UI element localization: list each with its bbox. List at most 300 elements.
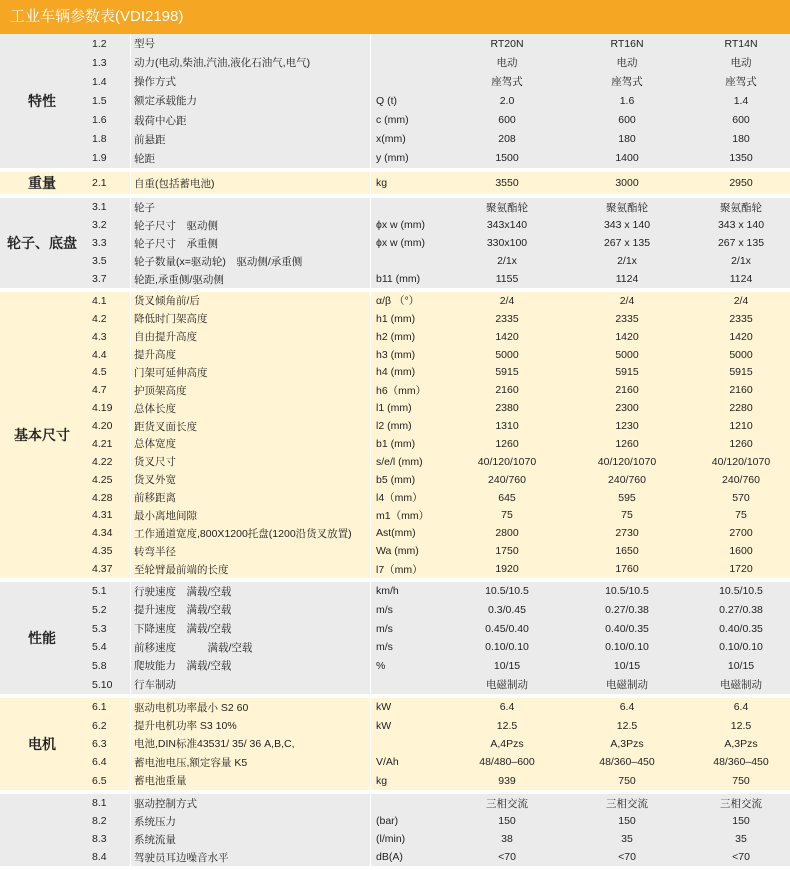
column-divider [370,172,371,194]
value-rt14n: 0.27/0.38 [719,603,763,616]
value-rt14n: 2160 [729,384,753,397]
section-category-label: 特性 [0,34,84,168]
value-rt20n: 38 [501,833,513,845]
value-rt16n: 5915 [615,366,639,379]
table-row [84,435,790,453]
row-number: 4.34 [92,527,113,540]
row-unit: h4 (mm) [376,366,416,379]
value-rt16n: 750 [618,774,636,787]
row-number: 4.5 [92,366,107,379]
value-rt16n: 1420 [615,330,639,343]
column-divider [370,292,371,578]
row-label: 蓄电池重量 [134,775,187,788]
value-rt16n: 2/4 [619,294,635,307]
row-number: 5.4 [92,641,107,654]
value-rt20n: 2160 [495,384,519,397]
table-row [84,417,790,435]
value-rt14n: 座驾式 [725,76,757,89]
section-rows [84,292,790,578]
value-rt20n: 10.5/10.5 [485,585,529,598]
value-rt14n: 1210 [729,420,753,433]
table-row [84,471,790,489]
value-rt16n: 2160 [615,384,639,397]
section-rows [84,698,790,790]
row-unit: b11 (mm) [376,273,421,285]
row-number: 3.7 [92,273,107,285]
value-rt14n: 2280 [729,402,753,415]
value-rt16n: 0.27/0.38 [605,603,649,616]
value-rt20n: 电动 [496,57,518,70]
row-label: 蓄电池电压,额定容量 K5 [134,756,248,769]
table-row [84,753,790,771]
value-rt20n: 0.3/0.45 [488,603,526,616]
row-unit: b5 (mm) [376,473,416,486]
row-label: 前移速度 满载/空载 [134,641,253,654]
value-rt14n: 570 [732,491,750,504]
value-rt14n: 0.10/0.10 [719,641,763,654]
row-number: 2.1 [92,177,107,189]
value-rt16n: 3000 [615,177,639,189]
row-number: 1.3 [92,56,107,69]
value-rt16n: 5000 [615,348,639,361]
value-rt16n: 1260 [615,437,639,450]
table-row [84,657,790,676]
row-number: 5.10 [92,678,113,691]
row-label: 驱动电机功率最小 S2 60 [134,701,249,714]
table-row [84,772,790,790]
value-rt16n: 电动 [616,57,638,70]
row-label: 转弯半径 [134,545,176,558]
row-number: 4.19 [92,402,113,415]
row-number: 4.1 [92,294,107,307]
table-row [84,364,790,382]
value-rt20n: 2800 [495,527,519,540]
row-number: 5.2 [92,603,107,616]
value-rt14n: 1350 [729,152,753,165]
value-rt20n: 330x100 [486,237,528,249]
column-divider [130,698,131,790]
value-rt14n: 5000 [729,348,753,361]
value-rt14n: 1720 [729,563,753,576]
row-unit: h1 (mm) [376,312,416,325]
table-row [84,130,790,149]
row-unit: dB(A) [376,851,403,863]
column-divider [130,292,131,578]
value-rt16n: 2/1x [617,255,637,267]
value-rt14n: 三相交流 [720,797,762,810]
value-rt16n: 6.4 [619,701,635,714]
table-row [84,328,790,346]
table-row [84,310,790,328]
row-label: 货叉倾角前/后 [134,295,200,308]
row-number: 4.21 [92,437,113,450]
value-rt14n: 2/1x [731,255,751,267]
section-7 [0,794,790,870]
row-label: 前悬距 [134,133,166,146]
value-rt14n: A,3Pzs [724,737,758,750]
row-unit: % [376,659,386,672]
row-number: 4.3 [92,330,107,343]
table-row [84,453,790,471]
row-unit: y (mm) [376,152,409,165]
value-rt16n: 三相交流 [606,797,648,810]
table-row [84,507,790,525]
row-label: 行车制动 [134,679,176,692]
table-row [84,234,790,252]
table-row [84,716,790,734]
section-1 [0,34,790,172]
value-rt16n: 35 [621,833,633,845]
row-number: 6.5 [92,774,107,787]
table-row [84,149,790,168]
row-number: 8.4 [92,851,107,863]
row-label: 总体宽度 [134,438,176,451]
value-rt14n: 电磁制动 [720,679,762,692]
value-rt20n: 48/480–600 [479,756,535,769]
value-rt20n: 座驾式 [491,76,523,89]
row-label: 电池,DIN标准43531/ 35/ 36 A,B,C, [134,738,295,751]
value-rt16n: 267 x 135 [603,237,651,249]
row-number: 1.4 [92,75,107,88]
value-rt20n: 2335 [495,312,519,325]
table-row [84,53,790,72]
row-label: 系统流量 [134,833,176,846]
value-rt20n: 1920 [495,563,519,576]
row-unit: l4（mm） [376,492,423,505]
value-rt14n: 48/360–450 [713,756,769,769]
table-row [84,698,790,716]
value-rt14n: 750 [732,774,750,787]
row-number: 4.28 [92,491,113,504]
value-rt20n: 2/4 [499,294,515,307]
column-divider [130,198,131,288]
table-row [84,111,790,130]
value-rt16n: 1400 [615,152,639,165]
row-unit: kW [376,719,392,732]
row-number: 3.1 [92,201,107,213]
row-number: 4.37 [92,563,113,576]
table-row [84,542,790,560]
row-unit: km/h [376,585,399,598]
row-label: 轮子尺寸 承重侧 [134,237,218,250]
value-rt20n: 240/760 [488,473,526,486]
row-label: 轮子 [134,201,155,214]
value-rt16n: 343 x 140 [603,219,651,231]
row-unit: kg [376,774,388,787]
row-unit: kW [376,701,392,714]
value-rt16n: 180 [618,133,636,146]
row-label: 自由提升高度 [134,331,197,344]
column-divider [370,34,371,168]
row-label: 护顶架高度 [134,384,187,397]
value-rt20n: 0.45/0.40 [485,622,529,635]
value-rt20n: 1155 [495,273,519,285]
row-number: 1.9 [92,152,107,165]
row-unit: Q (t) [376,94,397,107]
value-rt16n: 10.5/10.5 [605,585,649,598]
table-row [84,794,790,812]
value-rt16n: 48/360–450 [599,756,655,769]
value-rt14n: 267 x 135 [717,237,765,249]
row-unit: b1 (mm) [376,437,416,450]
value-rt14n: 75 [735,509,747,522]
value-rt16n: 595 [618,491,636,504]
row-unit: ϕx w (mm) [376,237,426,249]
row-number: 5.3 [92,622,107,635]
section-category-label [0,794,84,866]
section-category-label: 基本尺寸 [14,427,70,443]
value-rt20n: 1420 [495,330,519,343]
value-rt20n: 0.10/0.10 [485,641,529,654]
row-unit: x(mm) [376,133,406,146]
row-number: 4.20 [92,420,113,433]
column-divider [130,34,131,168]
table-row [84,216,790,234]
table-row [84,638,790,657]
table-row [84,91,790,110]
row-label: 驱动控制方式 [134,797,197,810]
column-divider [130,794,131,866]
row-label: 总体长度 [134,402,176,415]
value-rt20n: 聚氨酯轮 [486,201,528,214]
row-unit: l1 (mm) [376,402,412,415]
value-rt20n: 三相交流 [486,797,528,810]
value-rt20n: 2380 [495,402,519,415]
row-number: 4.35 [92,545,113,558]
value-rt20n: 12.5 [496,719,518,732]
table-row [84,619,790,638]
value-rt20n: 40/120/1070 [477,455,537,468]
value-rt16n: 1650 [615,545,639,558]
value-rt20n: 1750 [495,545,519,558]
value-rt16n: 2300 [615,402,639,415]
table-row [84,601,790,620]
row-label: 系统压力 [134,815,176,828]
row-number: 6.1 [92,701,107,714]
table-row [84,292,790,310]
table-row [84,198,790,216]
section-rows [84,198,790,288]
row-label: 下降速度 满载/空载 [134,623,232,636]
row-unit: Wa (mm) [376,545,419,558]
table-row [84,381,790,399]
section-rows [84,582,790,694]
row-label: 爬坡能力 满载/空载 [134,660,232,673]
value-rt14n: RT14N [724,37,758,50]
row-label: 最小离地间隙 [134,509,197,522]
row-number: 3.5 [92,255,107,267]
value-rt16n: 10/15 [613,659,641,672]
value-rt14n: 1124 [729,273,753,285]
value-rt20n: 2.0 [499,94,515,107]
section-category-label: 电机 [28,736,56,752]
row-label: 前移距离 [134,492,176,505]
table-row [84,582,790,601]
row-label: 额定承载能力 [134,95,197,108]
section-5 [0,582,790,698]
spec-table [0,34,790,870]
value-rt14n: 12.5 [730,719,752,732]
row-label: 载荷中心距 [134,114,187,127]
value-rt20n: 5000 [495,348,519,361]
table-row [84,34,790,53]
table-row [84,270,790,288]
table-row [84,524,790,542]
section-category-label: 性能 [0,582,84,694]
value-rt20n: 939 [498,774,516,787]
row-number: 3.3 [92,237,107,249]
row-label: 行驶速度 满载/空载 [134,585,232,598]
value-rt20n: RT20N [490,37,524,50]
value-rt20n: 5915 [495,366,519,379]
row-unit: kg [376,177,388,189]
row-number: 6.4 [92,756,107,769]
table-row [84,172,790,194]
row-label: 提升速度 满载/空载 [134,604,232,617]
section-4 [0,292,790,582]
value-rt16n: 240/760 [608,473,646,486]
row-number: 6.3 [92,737,107,750]
row-number: 4.7 [92,384,107,397]
row-number: 4.22 [92,455,113,468]
value-rt16n: 600 [618,114,636,127]
value-rt16n: 0.40/0.35 [605,622,649,635]
table-title: 工业车辆参数表(VDI2198) [0,0,790,34]
value-rt14n: 35 [735,833,747,845]
row-unit: h3 (mm) [376,348,416,361]
value-rt14n: 10.5/10.5 [719,585,763,598]
value-rt20n: 1500 [495,152,519,165]
value-rt16n: 1760 [615,563,639,576]
value-rt16n: 座驾式 [611,76,643,89]
value-rt14n: 150 [732,815,750,827]
row-unit: c (mm) [376,114,409,127]
table-row [84,72,790,91]
value-rt16n: 12.5 [616,719,638,732]
row-label: 至轮臂最前端的长度 [134,563,229,576]
value-rt14n: 2950 [729,177,753,189]
table-row [84,812,790,830]
value-rt20n: <70 [498,851,516,863]
value-rt14n: 1600 [729,545,753,558]
value-rt14n: 240/760 [722,473,760,486]
value-rt14n: 1420 [729,330,753,343]
row-number: 1.8 [92,133,107,146]
value-rt14n: 2/4 [733,294,749,307]
row-label: 动力(电动,柴油,汽油,液化石油气,电气) [134,57,311,70]
row-label: 轮子尺寸 驱动侧 [134,219,218,232]
value-rt20n: 6.4 [499,701,515,714]
value-rt14n: 5915 [729,366,753,379]
value-rt14n: 180 [732,133,750,146]
table-row [84,675,790,694]
value-rt16n: 2335 [615,312,639,325]
section-rows [84,794,790,866]
row-unit: h6（mm） [376,384,427,397]
row-label: 货叉外宽 [134,474,176,487]
row-number: 5.1 [92,585,107,598]
column-divider [130,172,131,194]
value-rt20n: 10/15 [493,659,521,672]
value-rt20n: 3550 [495,177,519,189]
row-number: 4.2 [92,312,107,325]
value-rt14n: 10/15 [727,659,755,672]
row-label: 降低时门架高度 [134,313,208,326]
row-number: 1.5 [92,94,107,107]
value-rt14n: 电动 [730,57,752,70]
row-unit: l2 (mm) [376,420,412,433]
row-unit: ϕx w (mm) [376,219,426,231]
value-rt20n: 1260 [495,437,519,450]
row-unit: m/s [376,622,393,635]
section-rows [84,172,790,194]
value-rt16n: 1230 [615,420,639,433]
value-rt20n: 2/1x [497,255,517,267]
value-rt14n: 6.4 [733,701,749,714]
section-category-label: 重量 [28,175,56,191]
section-category-label: 轮子、底盘 [0,198,84,288]
value-rt20n: 600 [498,114,516,127]
row-number: 6.2 [92,719,107,732]
value-rt14n: 343 x 140 [717,219,765,231]
column-divider [370,698,371,790]
row-label: 型号 [134,38,155,51]
column-divider [130,582,131,694]
row-label: 轮子数量(x=驱动轮) 驱动侧/承重侧 [134,255,303,268]
table-row [84,489,790,507]
row-unit: m/s [376,603,393,616]
row-label: 轮距 [134,152,155,165]
row-unit: (bar) [376,815,399,827]
row-number: 5.8 [92,659,107,672]
row-number: 8.2 [92,815,107,827]
value-rt14n: 40/120/1070 [711,455,771,468]
value-rt14n: <70 [732,851,750,863]
row-unit: l7（mm） [376,563,423,576]
row-number: 1.6 [92,114,107,127]
value-rt14n: 2335 [729,312,753,325]
table-row [84,346,790,364]
row-label: 门架可延伸高度 [134,366,208,379]
table-row [84,399,790,417]
value-rt16n: 聚氨酯轮 [606,201,648,214]
row-unit: m/s [376,641,393,654]
value-rt14n: 1.4 [733,94,749,107]
row-number: 4.25 [92,473,113,486]
value-rt16n: 1124 [615,273,639,285]
row-label: 操作方式 [134,76,176,89]
table-row [84,560,790,578]
row-number: 3.2 [92,219,107,231]
value-rt20n: 208 [498,133,516,146]
value-rt14n: 0.40/0.35 [719,622,763,635]
row-label: 轮距,承重侧/驱动侧 [134,273,224,286]
row-number: 4.4 [92,348,107,361]
row-label: 驾驶员耳边噪音水平 [134,851,229,864]
table-row [84,252,790,270]
row-number: 4.31 [92,509,113,522]
value-rt14n: 1260 [729,437,753,450]
value-rt20n: 645 [498,491,516,504]
row-unit: s/e/l (mm) [376,455,423,468]
value-rt16n: A,3Pzs [610,737,644,750]
row-label: 提升电机功率 S3 10% [134,720,237,733]
row-label: 工作通道宽度,800X1200托盘(1200沿货叉放置) [134,527,352,540]
section-2 [0,172,790,198]
row-number: 8.3 [92,833,107,845]
value-rt16n: 150 [618,815,636,827]
value-rt16n: 75 [621,509,633,522]
